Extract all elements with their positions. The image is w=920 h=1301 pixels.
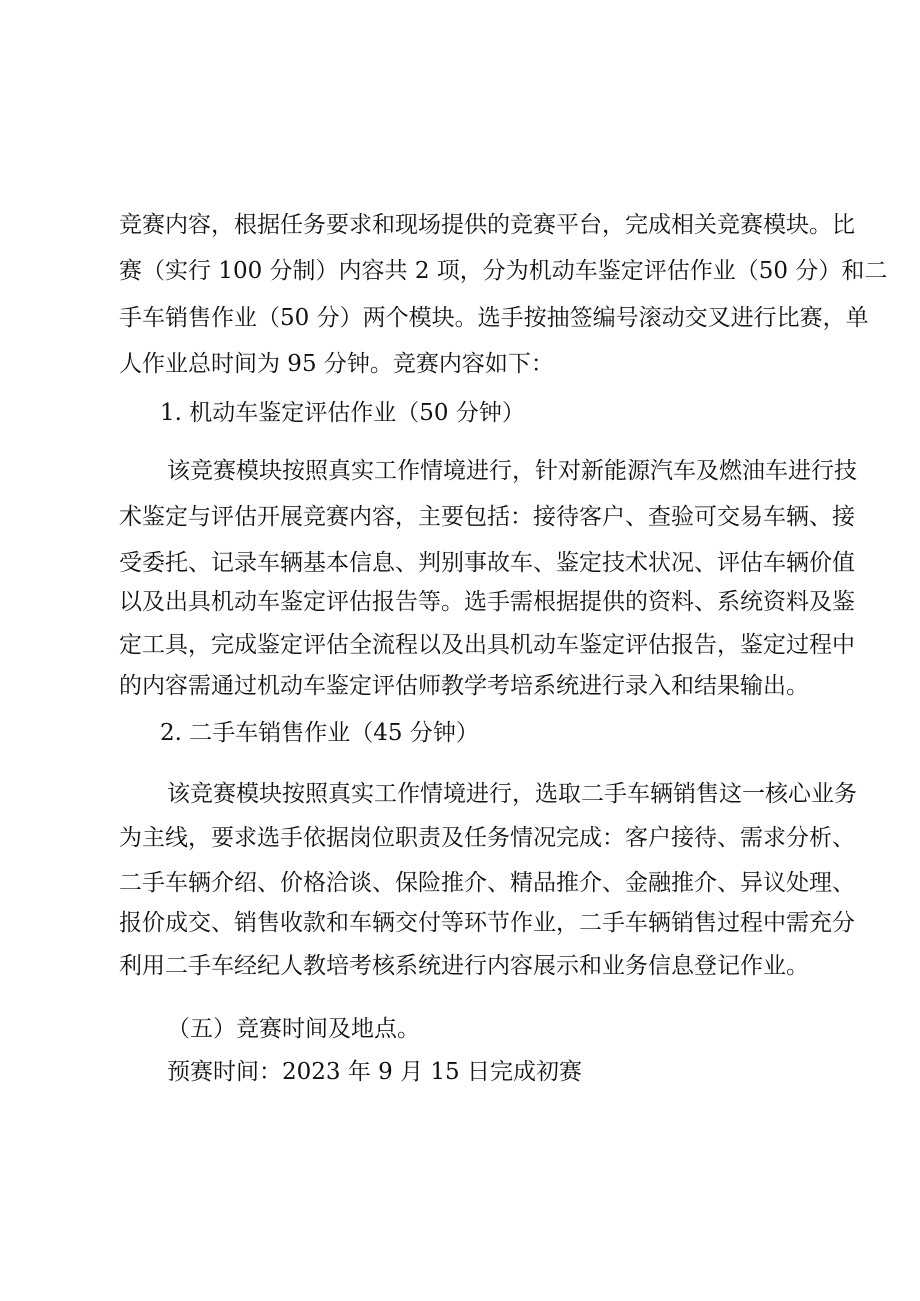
- preliminary-time: 预赛时间：2023 年 9 月 15 日完成初赛: [167, 1059, 582, 1085]
- module2-line-1: 该竞赛模块按照真实工作情境进行，选取二手车辆销售这一核心业务: [167, 781, 857, 807]
- module2-line-4: 报价成交、销售收款和车辆交付等环节作业，二手车辆销售过程中需充分: [119, 910, 855, 936]
- module1-line-6: 的内容需通过机动车鉴定评估师教学考培系统进行录入和结果输出。: [119, 673, 809, 699]
- module2-heading: 2. 二手车销售作业（45 分钟）: [160, 720, 479, 746]
- module1-line-3: 受委托、记录车辆基本信息、判别事故车、鉴定技术状况、评估车辆价值: [119, 550, 855, 576]
- intro-line-4: 人作业总时间为 95 分钟。竞赛内容如下：: [119, 351, 554, 377]
- intro-line-2: 赛（实行 100 分制）内容共 2 项，分为机动车鉴定评估作业（50 分）和二: [119, 258, 888, 284]
- intro-line-1: 竞赛内容，根据任务要求和现场提供的竞赛平台，完成相关竞赛模块。比: [119, 212, 855, 238]
- module1-line-5: 定工具，完成鉴定评估全流程以及出具机动车鉴定评估报告，鉴定过程中: [119, 632, 855, 658]
- module1-heading: 1. 机动车鉴定评估作业（50 分钟）: [160, 400, 525, 426]
- module1-line-2: 术鉴定与评估开展竞赛内容，主要包括：接待客户、查验可交易车辆、接: [119, 504, 855, 530]
- section5-heading: （五）竞赛时间及地点。: [167, 1016, 420, 1042]
- module2-line-2: 为主线，要求选手依据岗位职责及任务情况完成：客户接待、需求分析、: [119, 825, 855, 851]
- module2-line-5: 利用二手车经纪人教培考核系统进行内容展示和业务信息登记作业。: [119, 953, 809, 979]
- module1-line-1: 该竞赛模块按照真实工作情境进行，针对新能源汽车及燃油车进行技: [167, 458, 857, 484]
- intro-line-3: 手车销售作业（50 分）两个模块。选手按抽签编号滚动交叉进行比赛，单: [119, 305, 869, 331]
- module2-line-3: 二手车辆介绍、价格洽谈、保险推介、精品推介、金融推介、异议处理、: [119, 870, 855, 896]
- module1-line-4: 以及出具机动车鉴定评估报告等。选手需根据提供的资料、系统资料及鉴: [119, 589, 855, 615]
